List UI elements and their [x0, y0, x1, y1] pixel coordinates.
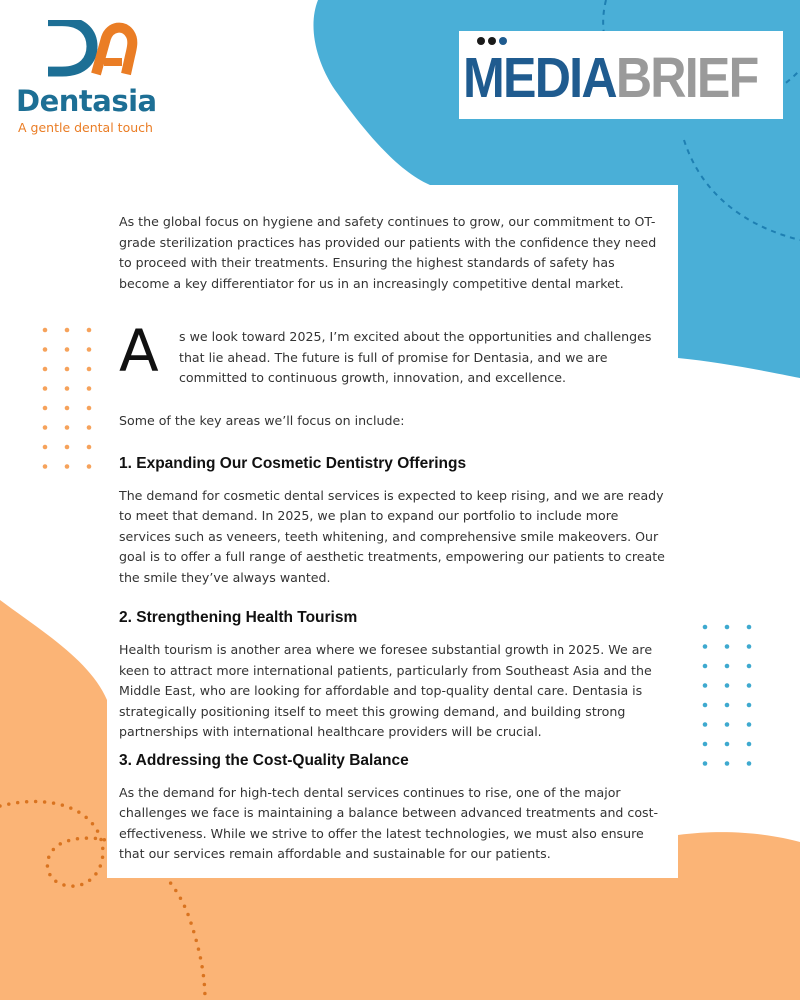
- decorative-dot: [725, 683, 730, 688]
- decorative-dot: [43, 328, 48, 333]
- section-body: The demand for cosmetic dental services is expected to keep rising, and we are ready to meet that demand. In 2025, we plan to expand our portfolio to include more services such as veneers, teeth whitening, and comprehensive smile makeovers. Our goal is to offer a full range of aesthetic treatments, empowering our patients to create the smile they’ve always wanted.: [119, 487, 665, 585]
- tooth-logo-icon: [42, 20, 142, 80]
- decorative-dot: [725, 703, 730, 708]
- mediabrief-media: MEDIA: [463, 46, 616, 110]
- decorative-dot: [747, 683, 752, 688]
- decorative-dot: [87, 328, 92, 333]
- decorative-dot: [703, 742, 708, 747]
- brand-name: Dentasia: [16, 84, 157, 118]
- intro-paragraph: As the global focus on hygiene and safety continues to grow, our commitment to OT-grade sterilization practices has provided our patients with the confidence they need to proceed with their treatments. Ensuring the highest standards of safety has become a key differentiator for us in an increasingly competitive dental market.: [119, 214, 657, 291]
- decorative-dot: [703, 644, 708, 649]
- decorative-dot: [87, 406, 92, 411]
- brand-tagline: A gentle dental touch: [18, 120, 153, 135]
- dropcap-paragraph-text: s we look toward 2025, I’m excited about the opportunities and challenges that lie ahead. The future is full of promise for Dentasia, and we are committed to continuous growth, innovation, and excellence.: [179, 329, 652, 385]
- decorative-dot: [703, 664, 708, 669]
- article-content: [119, 212, 669, 865]
- orange-dot-grid: [43, 328, 92, 469]
- decorative-dot: [65, 445, 70, 450]
- decorative-dot: [725, 644, 730, 649]
- article-card: [107, 185, 678, 878]
- decorative-dot: [87, 464, 92, 469]
- decorative-dot: [725, 742, 730, 747]
- decorative-dot: [725, 664, 730, 669]
- decorative-dot: [43, 445, 48, 450]
- decorative-dot: [65, 425, 70, 430]
- decorative-dot: [747, 722, 752, 727]
- decorative-dot: [703, 722, 708, 727]
- section-heading: 3. Addressing the Cost-Quality Balance: [119, 751, 409, 769]
- decorative-dot: [65, 386, 70, 391]
- section-heading: 1. Expanding Our Cosmetic Dentistry Offerings: [119, 454, 467, 472]
- decorative-dot: [43, 367, 48, 372]
- decorative-dot: [87, 425, 92, 430]
- decorative-dot: [65, 406, 70, 411]
- decorative-dot: [703, 625, 708, 630]
- decorative-dot: [87, 367, 92, 372]
- section-heading: 2. Strengthening Health Tourism: [119, 609, 358, 626]
- decorative-dot: [747, 625, 752, 630]
- decorative-dot: [87, 347, 92, 352]
- section-body: Health tourism is another area where we foresee substantial growth in 2025. We are keen to attract more international patients, particularly from Southeast Asia and the Middle East, who are looking for affordable and top-quality dental care. Dentasia is strategically positioning itself to meet this growing demand, and building strong partnerships with international healthcare providers will be crucial.: [119, 642, 653, 739]
- decorative-dot: [43, 464, 48, 469]
- dropcap-paragraph: [119, 317, 669, 387]
- decorative-dot: [65, 367, 70, 372]
- mediabrief-brief: BRIEF: [615, 46, 758, 110]
- decorative-dot: [747, 664, 752, 669]
- section-body: As the demand for high-tech dental services continues to rise, one of the major challenges we face is maintaining a balance between advanced treatments and cost-effectiveness. While we strive to offer the latest technologies, we must also ensure that our services remain affordable and sustainable for our patients.: [119, 784, 659, 861]
- drop-cap-letter: A: [119, 317, 159, 385]
- decorative-dot: [703, 703, 708, 708]
- decorative-dot: [703, 683, 708, 688]
- decorative-dot: [747, 761, 752, 766]
- decorative-dot: [65, 464, 70, 469]
- decorative-dot: [43, 347, 48, 352]
- decorative-dot: [43, 386, 48, 391]
- decorative-dot: [747, 703, 752, 708]
- decorative-dot: [725, 625, 730, 630]
- mediabrief-logo: [459, 31, 783, 119]
- decorative-dot: [87, 386, 92, 391]
- decorative-dot: [747, 742, 752, 747]
- decorative-dot: [65, 328, 70, 333]
- decorative-dot: [87, 445, 92, 450]
- decorative-dot: [43, 425, 48, 430]
- decorative-dot: [725, 761, 730, 766]
- blue-dot-grid: [703, 625, 752, 766]
- decorative-dot: [703, 761, 708, 766]
- decorative-dot: [725, 722, 730, 727]
- lead-in-text: Some of the key areas we’ll focus on include:: [119, 413, 405, 428]
- decorative-dot: [747, 644, 752, 649]
- decorative-dot: [65, 347, 70, 352]
- decorative-dot: [43, 406, 48, 411]
